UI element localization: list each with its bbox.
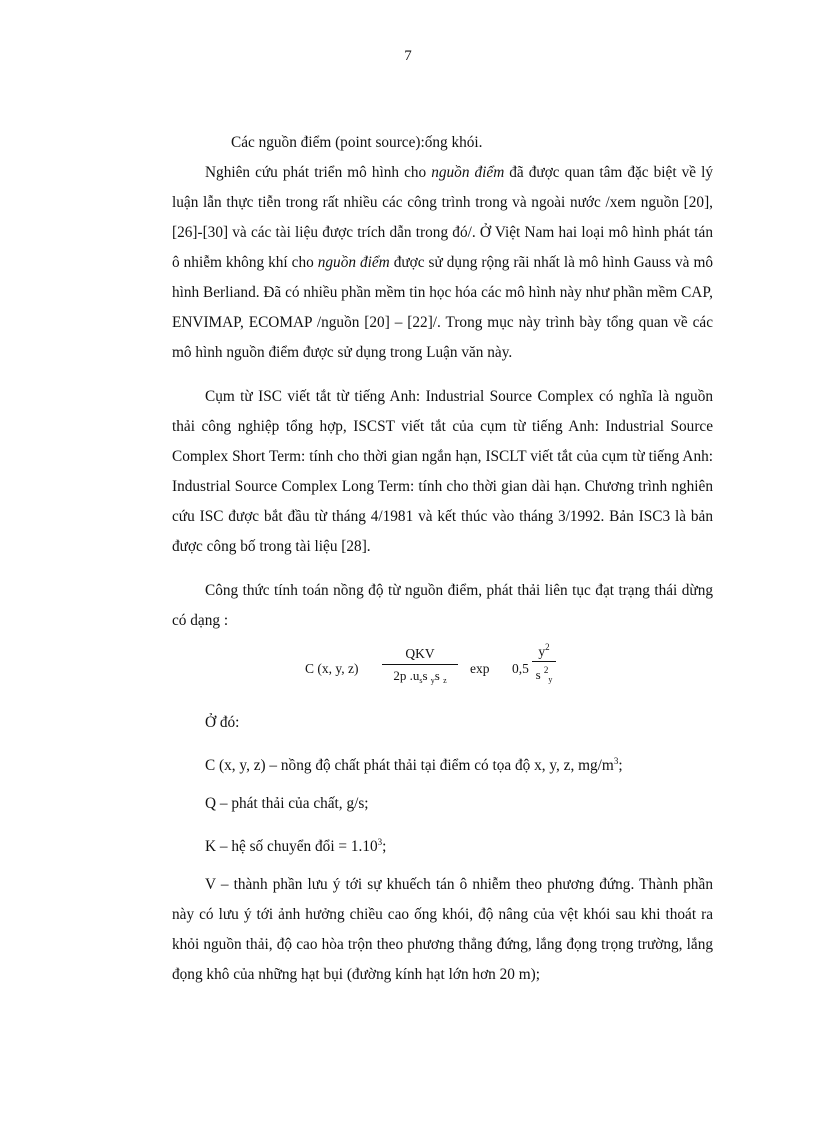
definition-c: C (x, y, z) – nồng độ chất phát thải tại điểm có tọa độ x, y, z, $mg/m^3$;	[205, 756, 623, 774]
definition-k: K – hệ số chuyển đổi = $1.10^3$;	[205, 837, 387, 855]
formula-coefficient: 0,5	[512, 661, 529, 676]
formula-lhs: C (x, y, z)	[305, 661, 359, 676]
paragraph-vertical-dispersion: V – thành phần lưu ý tới sự khuếch tán ô nhiễm theo phương đứng. Thành phần này có lưu ý tới ảnh hưởng chiều cao ống khói, độ nâng của vệt khói sau khi thoát ra khỏi nguồn thải, độ cao hòa trộn theo phương thẳng đứng, lắng đọng trọng trường, lắng đọng khô của những hạt bụi (đường kính hạt lớn hơn 20 m);	[172, 876, 713, 983]
paragraph-formula-intro: Công thức tính toán nồng độ từ nguồn điểm, phát thải liên tục đạt trạng thái dừng có dạng :	[172, 582, 713, 629]
paragraph-point-source-research: Nghiên cứu phát triển mô hình cho nguồn điểm đã được quan tâm đặc biệt về lý luận lẫn thực tiễn trong rất nhiều các công trình trong và ngoài nước /xem nguồn [20], [26]-[30] và các tài liệu được trích dẫn trong đó/. Ở Việt Nam hai loại mô hình phát tán ô nhiễm không khí cho nguồn điểm được sử dụng rộng rãi nhất là mô hình Gauss và mô hình Berliand. Đã có nhiều phần mềm tin học hóa các mô hình này như phần mềm CAP, ENVIMAP, ECOMAP /nguồn [20] – [22]/. Trong mục này trình bày tổng quan về các mô hình nguồn điểm được sử dụng trong Luận văn này.	[172, 164, 713, 361]
document-body	[172, 128, 713, 990]
concentration-formula	[172, 638, 713, 702]
page-number: 7	[404, 48, 412, 64]
where-label: Ở đó:	[205, 714, 240, 731]
definition-q: Q – phát thải của chất, g/s;	[205, 795, 369, 812]
formula-exp: exp	[470, 661, 490, 676]
paragraph-isc-definition: Cụm từ ISC viết tắt từ tiếng Anh: Industrial Source Complex có nghĩa là nguồn thải công nghiệp tổng hợp, ISCST viết tắt của cụm từ tiếng Anh: Industrial Source Complex Short Term: tính cho thời gian ngắn hạn, ISCLT viết tắt của cụm từ tiếng Anh: Industrial Source Complex Long Term: tính cho thời gian dài hạn. Chương trình nghiên cứu ISC được bắt đầu từ tháng 4/1981 và kết thúc vào tháng 3/1992. Bản ISC3 là bản được công bố trong tài liệu [28].	[172, 388, 713, 555]
formula-exponent-fraction: $\frac{y^2}{s ^2_y}$	[532, 642, 556, 684]
formula-fraction: QKV 2p $.u_ss$ $_y$s $_z$	[382, 646, 458, 685]
paragraph-point-sources: Các nguồn điểm (point source):ống khói.	[231, 134, 483, 151]
